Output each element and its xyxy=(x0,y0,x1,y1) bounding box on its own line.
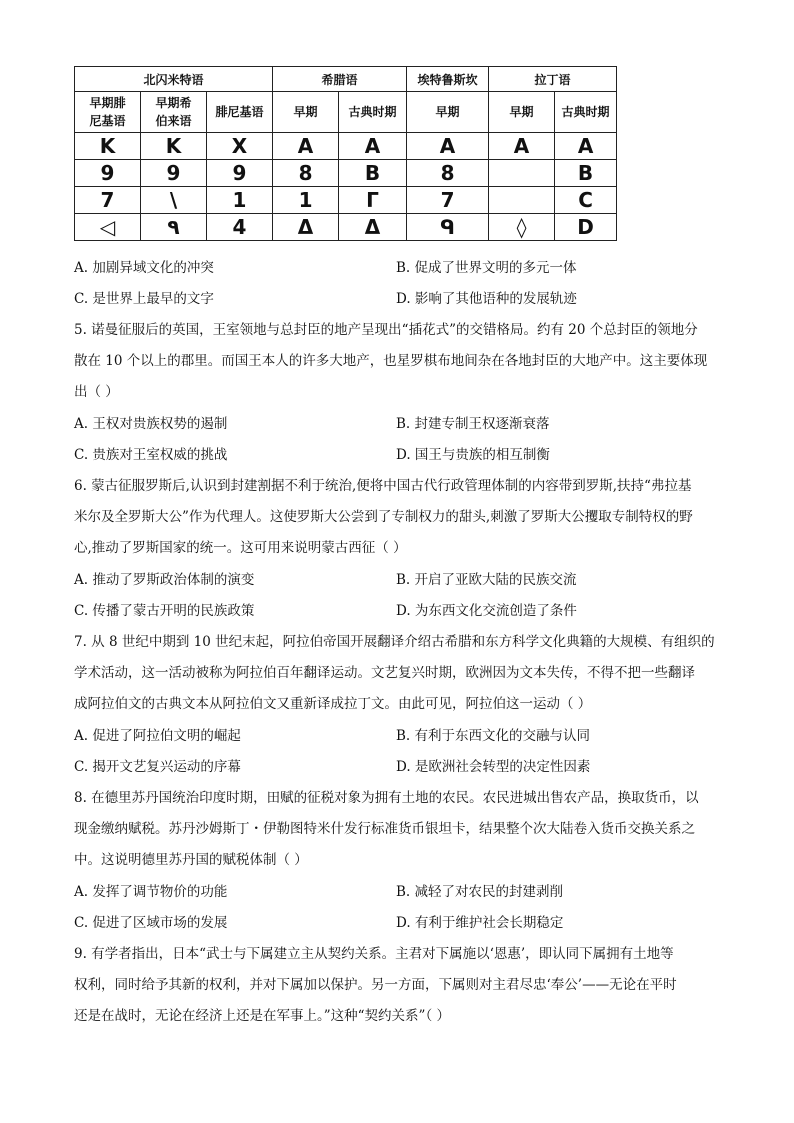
alphabet-evolution-table xyxy=(74,66,617,241)
glyph-cell: 7 xyxy=(75,187,141,214)
glyph-cell: 9 xyxy=(141,160,207,187)
glyph-cell: 1 xyxy=(273,187,339,214)
column-header: 早期 xyxy=(489,92,555,133)
glyph-cell: 4 xyxy=(207,214,273,241)
q7-stem-line: 7. 从 8 世纪中期到 10 世纪末起，阿拉伯帝国开展翻译介绍古希腊和东方科学文化典籍的大规模、有组织的 xyxy=(74,634,715,650)
glyph-cell: ᑫ xyxy=(407,214,489,241)
column-header: 早期腓 尼基语 xyxy=(75,92,141,133)
glyph-cell: 9 xyxy=(75,160,141,187)
group-header: 埃特鲁斯坎 xyxy=(407,67,489,92)
q9-stem-line: 权利，同时给予其新的权利，并对下属加以保护。另一方面，下属则对主君尽忠‘奉公’——无论在平时 xyxy=(74,977,677,993)
glyph-cell: A xyxy=(339,133,407,160)
glyph-cell: B xyxy=(555,160,617,187)
q5-option-c: C. 贵族对王室权威的挑战 xyxy=(74,447,228,463)
glyph-cell: \ xyxy=(141,187,207,214)
column-header: 早期希 伯来语 xyxy=(141,92,207,133)
q7-option-b: B. 有利于东西文化的交融与认同 xyxy=(396,728,591,744)
glyph-cell: A xyxy=(489,133,555,160)
column-header: 古典时期 xyxy=(339,92,407,133)
column-header: 早期 xyxy=(273,92,339,133)
q5-option-d: D. 国王与贵族的相互制衡 xyxy=(396,447,550,463)
q7-stem-line: 成阿拉伯文的古典文本从阿拉伯文又重新译成拉丁文。由此可见，阿拉伯这一运动（ ） xyxy=(74,696,592,712)
glyph-cell: 7 xyxy=(407,187,489,214)
glyph-cell xyxy=(489,160,555,187)
q7-option-a: A. 促进了阿拉伯文明的崛起 xyxy=(74,728,241,744)
q7-option-c: C. 揭开文艺复兴运动的序幕 xyxy=(74,759,241,775)
glyph-cell: 8 xyxy=(273,160,339,187)
column-header: 腓尼基语 xyxy=(207,92,273,133)
glyph-cell: Δ xyxy=(273,214,339,241)
glyph-cell: D xyxy=(555,214,617,241)
glyph-cell: ٩ xyxy=(141,214,207,241)
q9-stem-line: 还是在战时，无论在经济上还是在军事上。”这种“契约关系”（ ） xyxy=(74,1008,450,1024)
q5-stem-line: 散在 10 个以上的郡里。而国王本人的许多大地产，也星罗棋布地间杂在各地封臣的大地产中。这主要体现 xyxy=(74,353,708,369)
q8-stem-line: 8. 在德里苏丹国统治印度时期，田赋的征税对象为拥有土地的农民。农民进城出售农产品，换取货币，以 xyxy=(74,790,699,806)
q4-option-a: A. 加剧异域文化的冲突 xyxy=(74,260,214,276)
glyph-cell xyxy=(489,187,555,214)
q8-option-a: A. 发挥了调节物价的功能 xyxy=(74,884,228,900)
q7-stem-line: 学术活动，这一活动被称为阿拉伯百年翻译运动。文艺复兴时期，欧洲因为文本失传，不得不把一些翻译 xyxy=(74,665,695,681)
group-header: 希腊语 xyxy=(273,67,407,92)
q6-stem-line: 心,推动了罗斯国家的统一。这可用来说明蒙古西征（ ） xyxy=(74,540,407,556)
q4-option-c: C. 是世界上最早的文字 xyxy=(74,291,214,307)
glyph-cell: A xyxy=(407,133,489,160)
q6-option-c: C. 传播了蒙古开明的民族政策 xyxy=(74,603,255,619)
group-header: 拉丁语 xyxy=(489,67,617,92)
glyph-cell: 8 xyxy=(407,160,489,187)
column-header: 早期 xyxy=(407,92,489,133)
glyph-cell: A xyxy=(273,133,339,160)
q8-option-c: C. 促进了区域市场的发展 xyxy=(74,915,228,931)
q6-stem-line: 6. 蒙古征服罗斯后,认识到封建割据不利于统治,便将中国古代行政管理体制的内容带到罗斯,扶持“弗拉基 xyxy=(74,478,692,494)
q5-option-a: A. 王权对贵族权势的遏制 xyxy=(74,416,228,432)
glyph-cell: C xyxy=(555,187,617,214)
glyph-cell: Δ xyxy=(339,214,407,241)
q8-option-b: B. 减轻了对农民的封建剥削 xyxy=(396,884,564,900)
glyph-cell: ◁ xyxy=(75,214,141,241)
q4-option-d: D. 影响了其他语种的发展轨迹 xyxy=(396,291,577,307)
glyph-cell: A xyxy=(555,133,617,160)
glyph-cell: Γ xyxy=(339,187,407,214)
q7-option-d: D. 是欧洲社会转型的决定性因素 xyxy=(396,759,591,775)
column-header: 古典时期 xyxy=(555,92,617,133)
q8-stem-line: 现金缴纳赋税。苏丹沙姆斯丁・伊勒图特米什发行标准货币银坦卡，结果整个次大陆卷入货币交换关系之 xyxy=(74,821,695,837)
glyph-cell: K xyxy=(141,133,207,160)
q5-stem-line: 出（ ） xyxy=(74,384,119,400)
q8-stem-line: 中。这说明德里苏丹国的赋税体制（ ） xyxy=(74,852,308,868)
glyph-cell: K xyxy=(75,133,141,160)
glyph-cell: X xyxy=(207,133,273,160)
glyph-cell: ◊ xyxy=(489,214,555,241)
q8-option-d: D. 有利于维护社会长期稳定 xyxy=(396,915,564,931)
q5-option-b: B. 封建专制王权逐渐衰落 xyxy=(396,416,550,432)
q6-stem-line: 米尔及全罗斯大公”作为代理人。这使罗斯大公尝到了专制权力的甜头,刺激了罗斯大公攫取专制特权的野 xyxy=(74,509,693,525)
q6-option-a: A. 推动了罗斯政治体制的演变 xyxy=(74,572,255,588)
q4-option-b: B. 促成了世界文明的多元一体 xyxy=(396,260,577,276)
glyph-cell: 1 xyxy=(207,187,273,214)
glyph-cell: B xyxy=(339,160,407,187)
q6-option-b: B. 开启了亚欧大陆的民族交流 xyxy=(396,572,577,588)
q9-stem-line: 9. 有学者指出，日本“武士与下属建立主从契约关系。主君对下属施以‘恩惠’，即认同下属拥有土地等 xyxy=(74,946,674,962)
glyph-cell: 9 xyxy=(207,160,273,187)
q5-stem-line: 5. 诺曼征服后的英国，王室领地与总封臣的地产呈现出“插花式”的交错格局。约有 20 个总封臣的领地分 xyxy=(74,322,698,338)
group-header: 北闪米特语 xyxy=(75,67,273,92)
q6-option-d: D. 为东西文化交流创造了条件 xyxy=(396,603,577,619)
